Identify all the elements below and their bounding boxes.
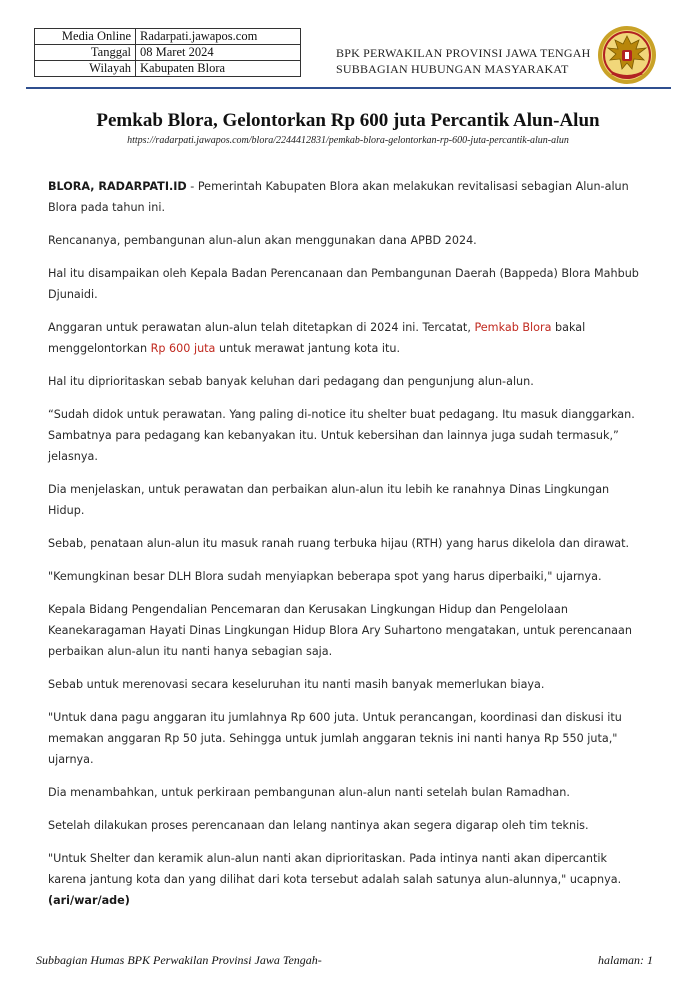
organization-name: BPK PERWAKILAN PROVINSI JAWA TENGAH xyxy=(336,46,591,60)
media-label: Media Online xyxy=(35,29,136,45)
paragraph: Kepala Bidang Pengendalian Pencemaran dan Kerusakan Lingkungan Hidup dan Pengelolaan Keanekaragaman Hayati Dinas Lingkungan Hidup Blora Ary Suhartono mengatakan, untuk perencanaan perbaikan alun-alun itu nanti hanya sebagian saja. xyxy=(48,603,632,658)
paragraph xyxy=(48,317,648,359)
footer-organization: Subbagian Humas BPK Perwakilan Provinsi Jawa Tengah- xyxy=(36,953,322,967)
paragraph: Setelah dilakukan proses perencanaan dan lelang nantinya akan segera digarap oleh tim teknis. xyxy=(48,819,589,832)
paragraph-text: bakal menggelontorkan xyxy=(48,321,586,355)
paragraph: "Untuk dana pagu anggaran itu jumlahnya Rp 600 juta. Untuk perancangan, koordinasi dan diskusi itu memakan anggaran Rp 50 juta. Sehingga untuk jumlah anggaran teknis ini nanti hanya Rp 550 juta," ujarnya. xyxy=(48,711,622,766)
paragraph-text: untuk merawat jantung kota itu. xyxy=(215,342,400,355)
region-label: Wilayah xyxy=(35,61,136,77)
organization-heading xyxy=(336,45,591,77)
paragraph xyxy=(48,848,648,911)
page-number: halaman: 1 xyxy=(598,953,653,967)
paragraph: "Kemungkinan besar DLH Blora sudah menyiapkan beberapa spot yang harus diperbaiki," ujarnya. xyxy=(48,570,602,583)
date-label: Tanggal xyxy=(35,45,136,61)
article-url[interactable]: https://radarpati.jawapos.com/blora/2244412831/pemkab-blora-gelontorkan-rp-600-juta-percantik-alun-alun xyxy=(127,135,569,146)
header-divider xyxy=(26,87,671,89)
paragraph: Dia menjelaskan, untuk perawatan dan perbaikan alun-alun itu lebih ke ranahnya Dinas Lingkungan Hidup. xyxy=(48,483,610,517)
paragraph: Dia menambahkan, untuk perkiraan pembangunan alun-alun nanti setelah bulan Ramadhan. xyxy=(48,786,570,799)
media-info-table xyxy=(34,28,301,77)
paragraph: Hal itu diprioritaskan sebab banyak keluhan dari pedagang dan pengunjung alun-alun. xyxy=(48,375,534,388)
paragraph: Sebab, penataan alun-alun itu masuk ranah ruang terbuka hijau (RTH) yang harus dikelola dan dirawat. xyxy=(48,537,630,550)
pemkab-blora-link[interactable]: Pemkab Blora xyxy=(474,321,552,334)
paragraph-text: Anggaran untuk perawatan alun-alun telah ditetapkan di 2024 ini. Tercatat, xyxy=(48,321,475,334)
paragraph: “Sudah didok untuk perawatan. Yang paling di-notice itu shelter buat pedagang. Itu masuk dianggarkan. Sambatnya para pedagang kan kebanyakan itu. Untuk kebersihan dan lainnya juga sudah termasuk,” jelasnya. xyxy=(48,408,635,463)
region-value: Kabupaten Blora xyxy=(136,61,301,77)
media-row xyxy=(35,29,301,45)
author-credit: (ari/war/ade) xyxy=(48,894,130,907)
article-body xyxy=(48,176,648,923)
paragraph: Rencananya, pembangunan alun-alun akan menggunakan dana APBD 2024. xyxy=(48,234,477,247)
paragraph-text: "Untuk Shelter dan keramik alun-alun nanti akan diprioritaskan. Pada intinya nanti akan dipercantik karena jantung kota dan yang dilihat dari kota tersebut adalah salah satunya alun-alunnya," ucapnya. xyxy=(48,852,622,886)
region-row xyxy=(35,61,301,77)
paragraph xyxy=(48,176,648,218)
organization-division: SUBBAGIAN HUBUNGAN MASYARAKAT xyxy=(336,62,569,76)
date-value: 08 Maret 2024 xyxy=(136,45,301,61)
dateline: BLORA, RADARPATI.ID xyxy=(48,180,187,193)
rp-600-juta-link[interactable]: Rp 600 juta xyxy=(150,342,216,355)
paragraph: Hal itu disampaikan oleh Kepala Badan Perencanaan dan Pembangunan Daerah (Bappeda) Blora Mahbub Djunaidi. xyxy=(48,267,639,301)
garuda-emblem-icon xyxy=(594,24,660,86)
paragraph-text: - Pemerintah Kabupaten Blora akan melakukan revitalisasi sebagian Alun-alun Blora pada tahun ini. xyxy=(48,180,629,214)
date-row xyxy=(35,45,301,61)
media-value: Radarpati.jawapos.com xyxy=(136,29,301,45)
article-title: Pemkab Blora, Gelontorkan Rp 600 juta Percantik Alun-Alun xyxy=(96,110,600,131)
paragraph: Sebab untuk merenovasi secara keseluruhan itu nanti masih banyak memerlukan biaya. xyxy=(48,678,545,691)
